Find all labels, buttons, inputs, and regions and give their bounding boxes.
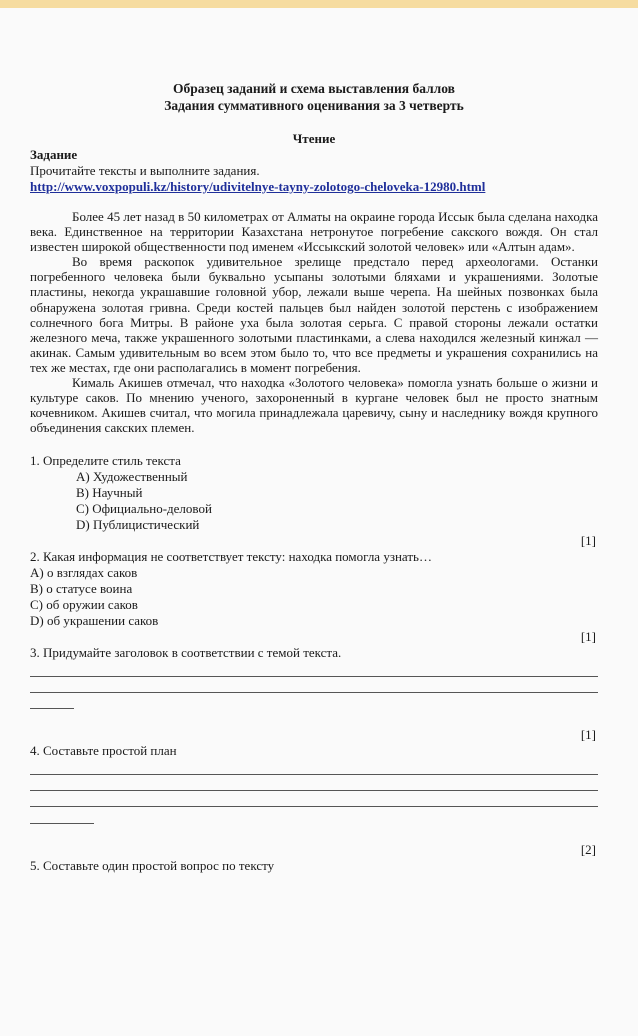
section-heading: Чтение: [292, 131, 336, 146]
question-2-text: 2. Какая информация не соответствует тексту: находка помогла узнать…: [30, 549, 432, 565]
question-1-option-a[interactable]: A) Художественный: [76, 469, 188, 485]
document-body: [30, 80, 598, 874]
question-4-text: 4. Составьте простой план: [30, 743, 177, 759]
text-paragraph-2: Во время раскопок удивительное зрелище предстало перед археологами. Останки погребенного человека были буквально усыпаны золотыми бляхами и украшениями. Золотые пластины, некогда украшавшие головной убор, лежали выше черепа. На шейных позвонках была обнаружена золотая гривна. Среди костей пальцев был найден золотой перстень с изображением солнечного бога Митры. В районе уха была золотая серьга. С правой стороны лежали остатки железного меча, также украшенного золотыми пластинками, а слева находился железный кинжал — акинак. Самым удивительным во всем этом было то, что все предметы и украшения сохранились на тех же местах, где они располагались в момент погребения.: [30, 254, 598, 375]
question-4: [30, 743, 598, 858]
question-2-option-c[interactable]: C) об оружии саков: [30, 597, 138, 613]
question-2-option-d[interactable]: D) об украшении саков: [30, 613, 159, 629]
text-paragraph-1: Более 45 лет назад в 50 километрах от Алматы на окраине города Иссык была сделана находка века. Единственное на территории Казахстана нетронутое погребение сакского вождя. Он стал известен широкой общественности под именем «Иссыкский золотой человек» или «Алтын адам».: [30, 209, 598, 255]
question-1-option-d[interactable]: D) Публицистический: [76, 517, 200, 533]
question-3-text: 3. Придумайте заголовок в соответствии с темой текста.: [30, 645, 342, 661]
answer-line[interactable]: [30, 806, 598, 807]
answer-line[interactable]: [30, 774, 598, 775]
question-3-score: [1]: [580, 727, 596, 743]
doc-title-1: Образец заданий и схема выставления баллов: [173, 81, 455, 96]
document-page: [0, 8, 638, 1036]
answer-line[interactable]: [30, 790, 598, 791]
top-bar: [0, 0, 638, 8]
question-2-score: [1]: [580, 629, 596, 645]
question-1-score: [1]: [580, 533, 596, 549]
question-3: [30, 645, 598, 743]
question-2-option-b[interactable]: B) о статусе воина: [30, 581, 133, 597]
question-5-text: 5. Составьте один простой вопрос по тексту: [30, 858, 275, 874]
doc-title-2: Задания суммативного оценивания за 3 четверть: [164, 98, 464, 113]
question-1-option-c[interactable]: C) Официально-деловой: [76, 501, 212, 517]
question-5: [30, 858, 598, 874]
answer-line[interactable]: [30, 823, 94, 824]
question-2-option-a[interactable]: A) о взглядах саков: [30, 565, 138, 581]
answer-line[interactable]: [30, 676, 598, 677]
source-link[interactable]: http://www.voxpopuli.kz/history/udivitelnye-tayny-zolotogo-cheloveka-12980.html: [30, 179, 486, 194]
text-paragraph-3: Кималь Акишев отмечал, что находка «Золотого человека» помогла узнать больше о жизни и культуре саков. По мнению ученого, захороненный в кургане человек был не просто знатным кочевником. Акишев считал, что могила принадлежала царевичу, сыну и наследнику вождя крупного объединения сакских племен.: [30, 375, 598, 436]
question-4-score: [2]: [580, 842, 596, 858]
task-heading: Задание: [30, 147, 78, 162]
question-1-option-b[interactable]: B) Научный: [76, 485, 143, 501]
question-1: [30, 453, 598, 549]
question-2: [30, 549, 598, 645]
task-instruction: Прочитайте тексты и выполните задания.: [30, 163, 260, 178]
question-1-text: 1. Определите стиль текста: [30, 453, 181, 469]
answer-line[interactable]: [30, 692, 598, 693]
answer-line[interactable]: [30, 708, 74, 709]
